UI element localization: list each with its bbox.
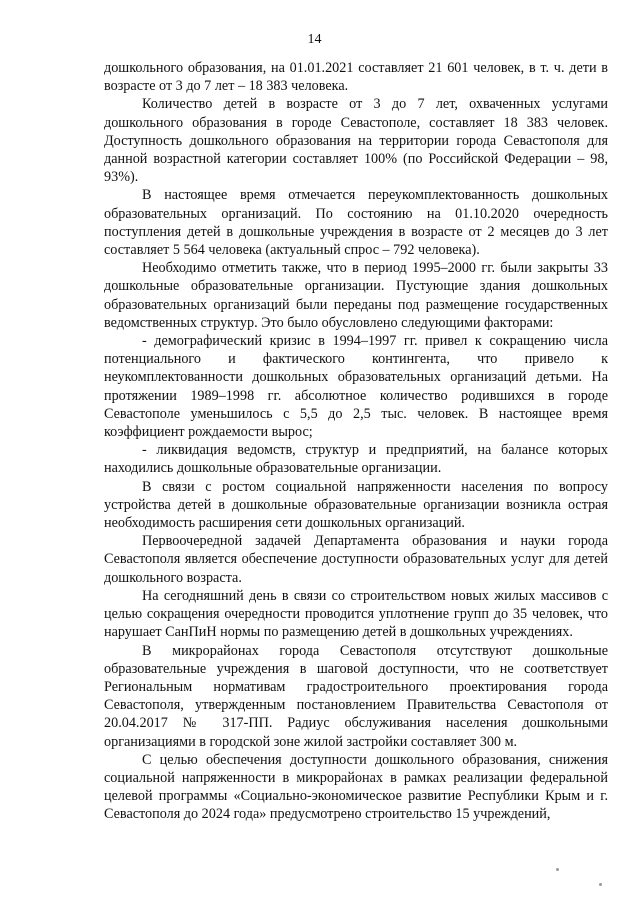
paragraph: На сегодняшний день в связи со строительством новых жилых массивов с целью сокращения очередности проводится уплотнение групп до 35 человек, что нарушает СанПиН нормы по размещению детей в дошкольных учреждениях.: [104, 587, 608, 641]
paragraph: Необходимо отметить также, что в период 1995–2000 гг. были закрыты 33 дошкольные образовательные организации. Пустующие здания дошкольных образовательных организаций были переданы под размещение государственных ведомственных структур. Это было обусловлено следующими факторами:: [104, 260, 608, 331]
paragraph: В связи с ростом социальной напряженности населения по вопросу устройства детей в дошкольные образовательные организации возникла острая необходимость расширения сети дошкольных организаций.: [104, 478, 608, 532]
document-body: [104, 59, 608, 824]
paragraph: С целью обеспечения доступности дошкольного образования, снижения социальной напряженности в микрорайонах в рамках реализации федеральной целевой программы «Социально-экономическое развитие Республики Крым и г. Севастополя до 2024 года» предусмотрено строительство 15 учреждений,: [104, 751, 608, 823]
paragraph: Количество детей в возрасте от 3 до 7 лет, охваченных услугами дошкольного образования в городе Севастополе, составляет 18 383 человек. Доступность дошкольного образования на территории города Севастополя для данной возрастной категории составляет 100% (по Российской Федерации – 98, 93%).: [104, 96, 608, 186]
paragraph: В микрорайонах города Севастополя отсутствуют дошкольные образовательные учреждения в шаговой доступности, что не соответствует Региональным нормативам градостроительного проектирования города Севастополя, утвержденным постановлением Правительства Севастополя от 20.04.2017 № 317-ПП. Радиус обслуживания населения дошкольными организациями в городской зоне жилой застройки составляет 300 м.: [104, 642, 608, 750]
page-number: 14: [307, 32, 322, 47]
list-item-paragraph: - демографический кризис в 1994–1997 гг. привел к сокращению числа потенциального и фактического контингента, что привело к неукомплектованности дошкольных образовательных организаций детьми. На протяжении 1989–1998 гг. абсолютное количество родившихся в городе Севастополе уменьшилось с 5,5 до 2,5 тыс. человек. В настоящее время коэффициент рождаемости вырос;: [104, 333, 608, 441]
paragraph-continued: дошкольного образования, на 01.01.2021 составляет 21 601 человек, в т. ч. дети в возрасте от 3 до 7 лет – 18 383 человека.: [104, 60, 608, 95]
scan-dot: [556, 868, 559, 871]
paragraph: В настоящее время отмечается переукомплектованность дошкольных образовательных организаций. По состоянию на 01.10.2020 очередность поступления детей в дошкольные учреждения в возрасте от 2 месяцев до 3 лет составляет 5 564 человека (актуальный спрос – 792 человека).: [104, 187, 608, 259]
scan-corner-mark: ': [607, 0, 609, 7]
list-item-paragraph: - ликвидация ведомств, структур и предприятий, на балансе которых находились дошкольные образовательные организации.: [104, 442, 608, 477]
scan-dot: [599, 883, 602, 886]
paragraph: Первоочередной задачей Департамента образования и науки города Севастополя является обеспечение доступности образовательных услуг для детей дошкольного возраста.: [104, 533, 608, 586]
